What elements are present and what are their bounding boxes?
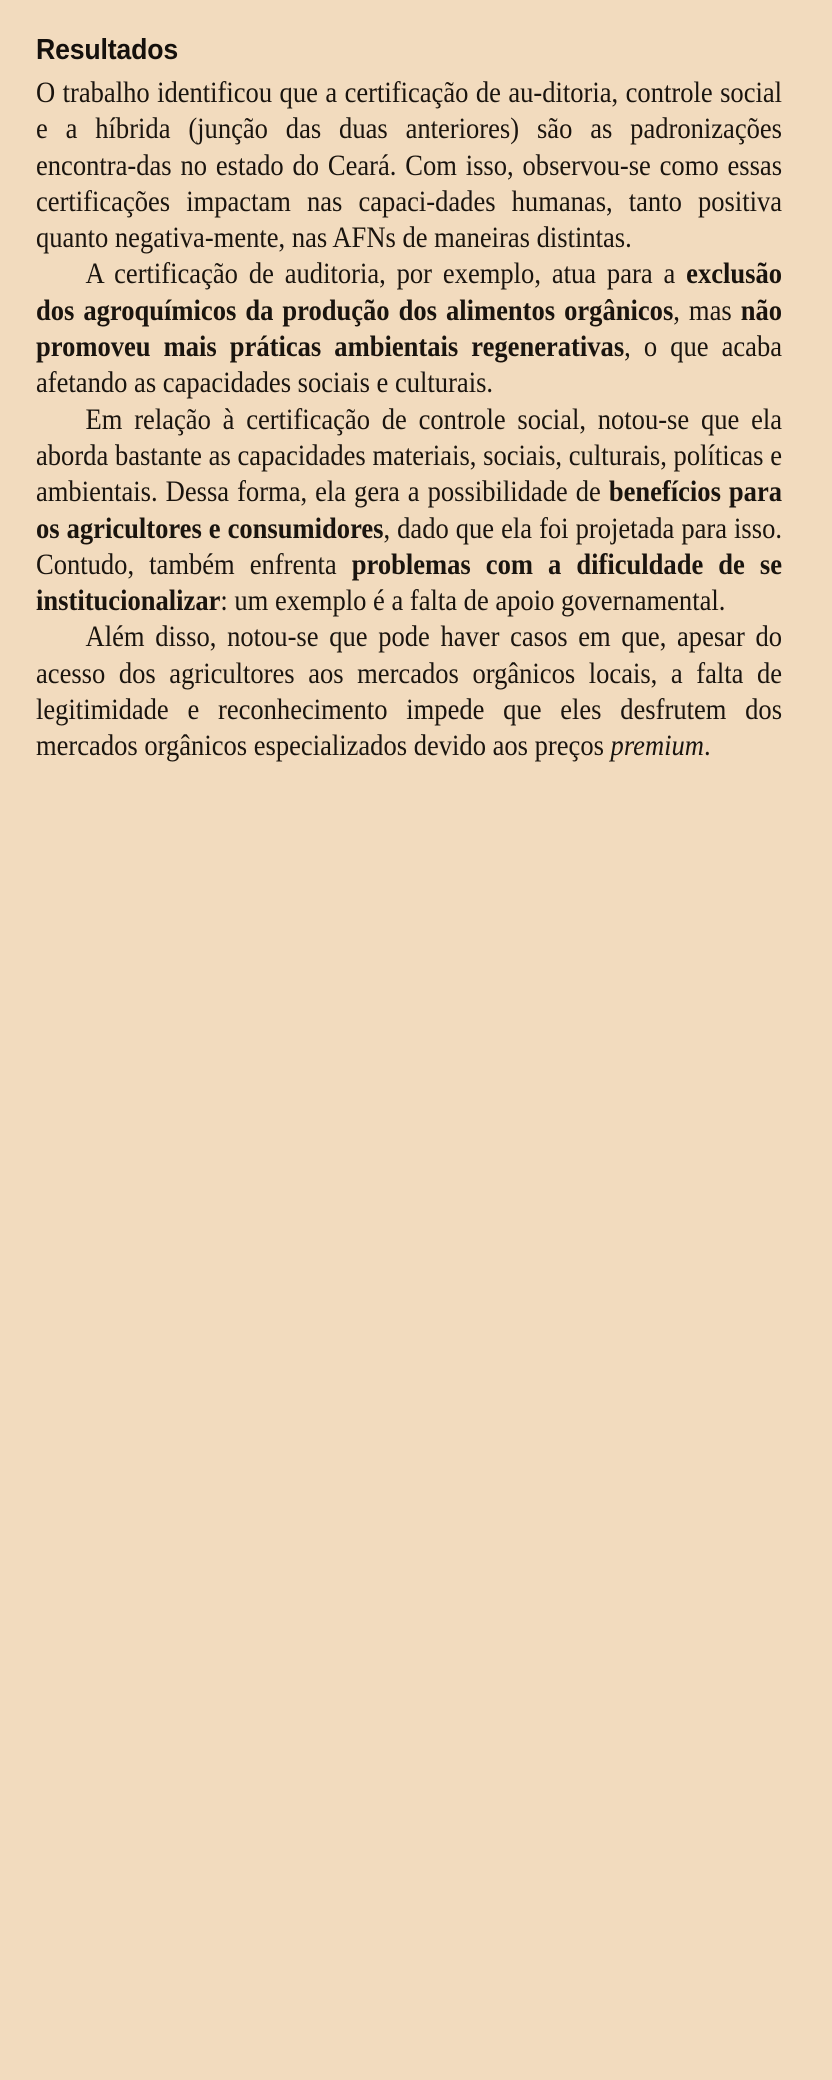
emphasis-bold: não promoveu mais práticas ambientais regenerativas	[36, 293, 783, 364]
text-run: , o que acaba afetando as capacidades sociais e culturais.	[36, 330, 783, 400]
text-run: : um exemplo é a falta de apoio governamental.	[220, 584, 726, 618]
text-run: O trabalho identificou que a certificação de au-ditoria, controle social e a híbrida (junção das duas anteriores) são as padronizações encontra-das no estado do Ceará. Com isso, observou-se como essas certificações impactam nas capaci-dades humanas, tanto positiva quanto negativa-mente, nas AFNs de maneiras distintas.	[36, 76, 783, 255]
page-title: Resultados	[36, 34, 178, 66]
text-run: Em relação à certificação de controle social, notou-se que ela aborda bastante as capacidades materiais, sociais, culturais, políticas e ambientais. Dessa forma, ela gera a possibilidade de	[36, 402, 783, 509]
paragraph-3	[36, 402, 782, 620]
paragraph-2	[36, 256, 782, 401]
text-run: A certificação de auditoria, por exemplo, atua para a	[85, 257, 687, 291]
emphasis-bold: problemas com a dificuldade de se institucionalizar	[36, 547, 783, 618]
emphasis-bold: exclusão dos agroquímicos da produção dos alimentos orgânicos	[36, 257, 783, 327]
emphasis-bold: benefícios para os agricultores e consumidores	[36, 475, 783, 545]
paragraph-1	[36, 75, 782, 256]
emphasis-italic: premium	[610, 729, 704, 763]
paragraph-4	[36, 619, 782, 764]
text-run: , dado que ela foi projetada para isso. Contudo, também enfrenta	[36, 511, 783, 581]
text-run: , mas	[673, 293, 741, 327]
text-run: .	[703, 729, 711, 763]
text-run: Além disso, notou-se que pode haver casos em que, apesar do acesso dos agricultores aos mercados orgânicos locais, a falta de legitimidade e reconhecimento impede que eles desfrutem dos mercados orgânicos especializados devido aos preços	[36, 620, 783, 763]
article-body	[36, 75, 782, 765]
